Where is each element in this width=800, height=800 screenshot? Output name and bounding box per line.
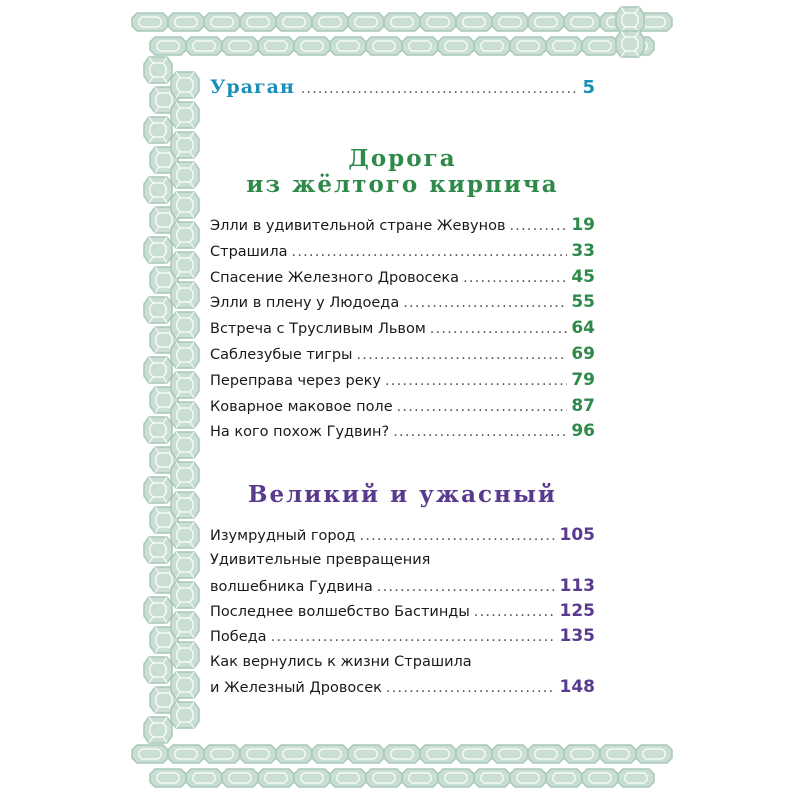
gem-ornament xyxy=(171,342,199,368)
dot-leader xyxy=(377,578,556,596)
gem-ornament xyxy=(171,432,199,458)
gem-ornament xyxy=(150,687,178,713)
toc-entry-title: Встреча с Трусливым Львом xyxy=(210,321,426,338)
toc-entry[interactable] xyxy=(210,422,595,441)
toc-entry-page: 135 xyxy=(559,626,595,647)
toc-entry-title: Саблезубые тигры xyxy=(210,347,353,363)
gem-ornament xyxy=(171,162,199,188)
gem-ornament xyxy=(150,769,186,787)
table-of-contents xyxy=(210,0,595,800)
dot-leader xyxy=(357,346,568,364)
gem-ornament xyxy=(171,552,199,578)
dot-leader xyxy=(474,603,556,621)
gem-ornament xyxy=(171,642,199,668)
gem-ornament xyxy=(171,372,199,398)
gem-ornament xyxy=(150,387,178,413)
gem-ornament xyxy=(132,13,168,31)
gem-ornament xyxy=(144,537,172,563)
gem-ornament xyxy=(168,13,204,31)
gem-ornament xyxy=(171,672,199,698)
gem-ornament xyxy=(636,13,672,31)
gem-ornament xyxy=(150,327,178,353)
toc-entry-title: Элли в удивительной стране Жевунов xyxy=(210,218,506,234)
toc-entry-title: Как вернулись к жизни Страшила xyxy=(210,653,472,670)
gem-ornament xyxy=(150,267,178,293)
gem-ornament xyxy=(150,87,178,113)
toc-entry[interactable] xyxy=(210,678,595,697)
gem-ornament xyxy=(171,282,199,308)
toc-entry-page: 105 xyxy=(559,525,595,545)
toc-entry[interactable] xyxy=(210,653,595,671)
toc-entry-page: 55 xyxy=(571,292,595,313)
gem-ornament xyxy=(618,37,654,55)
toc-entry-title: Спасение Железного Дровосека xyxy=(210,269,460,286)
toc-entry[interactable] xyxy=(210,526,595,545)
gem-ornament xyxy=(144,177,172,203)
dot-leader xyxy=(359,527,555,545)
part2-heading: Великий и ужасный xyxy=(248,481,557,508)
gem-ornament xyxy=(144,117,172,143)
toc-entry-page: 87 xyxy=(571,395,595,416)
gem-ornament xyxy=(171,612,199,638)
toc-entry-title: Изумрудный город xyxy=(210,528,356,544)
gem-ornament xyxy=(144,477,172,503)
gem-ornament xyxy=(144,357,172,383)
gem-ornament xyxy=(150,207,178,233)
toc-entry-title: и Железный Дровосек xyxy=(210,679,382,696)
toc-entry[interactable] xyxy=(210,242,595,261)
dot-leader xyxy=(385,372,567,390)
toc-entry-page: 45 xyxy=(571,266,595,287)
gem-ornament xyxy=(171,522,199,548)
gem-ornament xyxy=(144,57,172,83)
gem-ornament xyxy=(150,147,178,173)
gem-ornament xyxy=(144,237,172,263)
toc-entry-title: Коварное маковое поле xyxy=(210,398,393,415)
toc-entry-page: 64 xyxy=(571,318,595,339)
toc-entry-title: Страшила xyxy=(210,243,288,260)
gem-ornament xyxy=(171,312,199,338)
toc-entry-title: волшебника Гудвина xyxy=(210,578,373,595)
gem-ornament xyxy=(171,102,199,128)
toc-entry-page: 33 xyxy=(571,240,595,261)
toc-entry-title: Последнее волшебство Бастинды xyxy=(210,603,470,620)
gem-ornament xyxy=(150,627,178,653)
toc-entry-title: Удивительные превращения xyxy=(210,552,431,569)
dot-leader xyxy=(386,679,556,697)
toc-entry[interactable] xyxy=(210,345,595,364)
gem-ornament xyxy=(144,657,172,683)
toc-entry-page: 19 xyxy=(571,215,595,235)
toc-entry[interactable] xyxy=(210,602,595,621)
gem-ornament xyxy=(150,447,178,473)
gem-ornament xyxy=(171,72,199,98)
toc-entry[interactable] xyxy=(210,293,595,312)
dot-leader xyxy=(510,217,568,235)
gem-ornament xyxy=(144,717,172,743)
gem-ornament xyxy=(618,769,654,787)
gem-ornament xyxy=(616,7,644,33)
dot-leader xyxy=(397,398,568,416)
toc-entry-page: 148 xyxy=(559,676,595,697)
dot-leader xyxy=(463,269,567,287)
part1-heading-line2: из жёлтого кирпича xyxy=(246,171,559,198)
toc-entry[interactable] xyxy=(210,371,595,390)
toc-entry-page: 69 xyxy=(571,344,595,364)
toc-entry[interactable] xyxy=(210,551,595,569)
toc-entry-page: 5 xyxy=(582,77,595,98)
toc-entry[interactable] xyxy=(210,397,595,416)
toc-entry[interactable] xyxy=(210,577,595,596)
gem-ornament xyxy=(150,567,178,593)
toc-entry[interactable] xyxy=(210,268,595,287)
part1-heading-line1: Дорога xyxy=(348,145,457,172)
gem-ornament xyxy=(144,417,172,443)
toc-entry-title: Элли в плену у Людоеда xyxy=(210,295,400,312)
toc-entry-title: Ураган xyxy=(210,76,295,98)
toc-entry-title: Победа xyxy=(210,629,267,646)
gem-ornament xyxy=(132,745,168,763)
toc-entry-page: 96 xyxy=(571,421,595,442)
toc-entry-title: Переправа через реку xyxy=(210,372,381,389)
gem-ornament xyxy=(150,507,178,533)
gem-ornament xyxy=(600,13,636,31)
dot-leader xyxy=(403,294,567,312)
gem-ornament xyxy=(144,597,172,623)
gem-ornament xyxy=(171,582,199,608)
gem-ornament xyxy=(171,192,199,218)
gem-ornament xyxy=(171,462,199,488)
gem-ornament xyxy=(171,132,199,158)
dot-leader xyxy=(393,423,567,441)
dot-leader xyxy=(301,81,577,97)
dot-leader xyxy=(292,243,568,261)
toc-entry[interactable] xyxy=(210,216,595,235)
gem-ornament xyxy=(168,745,204,763)
dot-leader xyxy=(430,320,568,338)
gem-ornament xyxy=(171,402,199,428)
dot-leader xyxy=(271,628,556,646)
gem-ornament xyxy=(600,745,636,763)
gem-ornament xyxy=(616,31,644,57)
gem-ornament xyxy=(171,222,199,248)
gem-ornament xyxy=(144,297,172,323)
toc-entry-page: 125 xyxy=(559,600,595,621)
toc-entry[interactable] xyxy=(210,319,595,338)
gem-ornament xyxy=(171,492,199,518)
gem-ornament xyxy=(636,745,672,763)
gem-ornament xyxy=(150,37,186,55)
toc-entry[interactable] xyxy=(210,627,595,646)
toc-entry-intro[interactable] xyxy=(210,76,595,98)
toc-entry-page: 113 xyxy=(559,575,595,596)
gem-ornament xyxy=(171,702,199,728)
toc-entry-title: На кого похож Гудвин? xyxy=(210,424,390,441)
gem-ornament xyxy=(171,252,199,278)
toc-entry-page: 79 xyxy=(571,369,595,390)
